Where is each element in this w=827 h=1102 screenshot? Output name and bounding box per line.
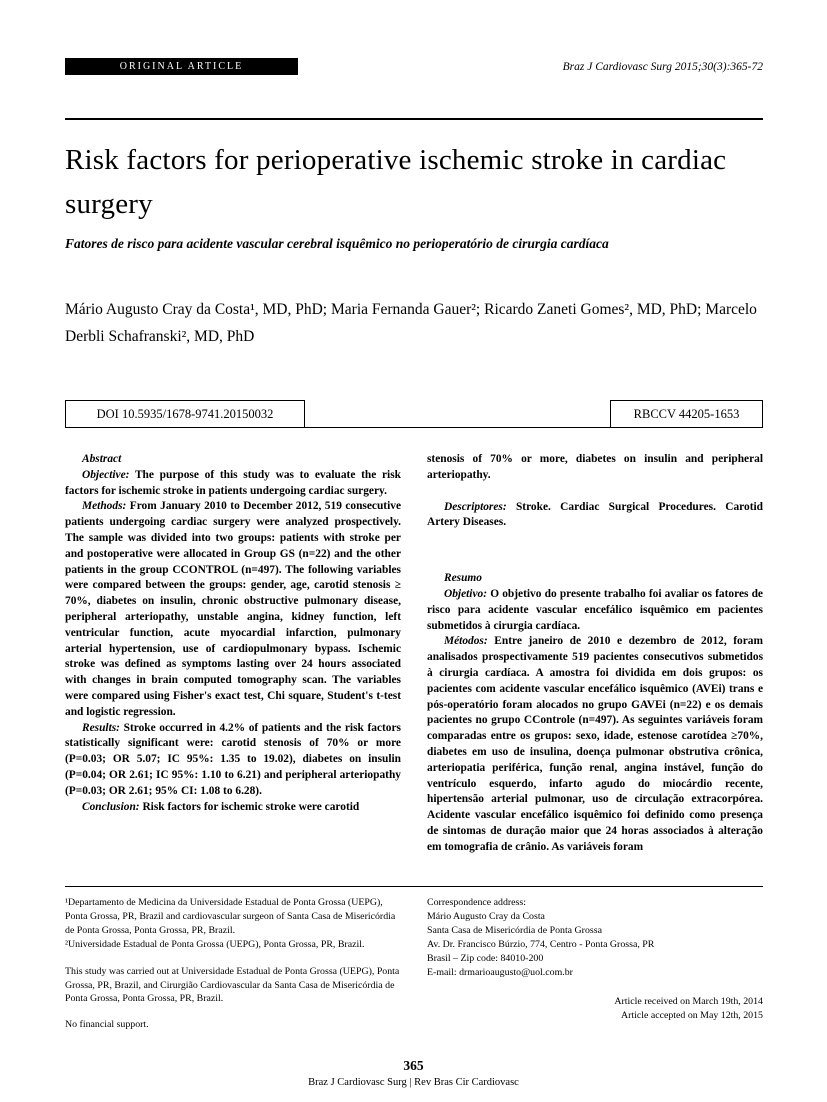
journal-citation: Braz J Cardiovasc Surg 2015;30(3):365-72 <box>562 60 763 73</box>
paragraph-text: O objetivo do presente trabalho foi avaliar os fatores de risco para acidente vascular encefálico isquêmico em pacientes submetidos à cirurgia cardíaca. <box>427 587 763 632</box>
affiliation-note-2: ²Universidade Estadual de Ponta Grossa (UEPG), Ponta Grossa, PR, Brazil. <box>65 938 365 950</box>
descriptors-text: Stroke. Cardiac Surgical Procedures. Carotid Artery Diseases. <box>427 500 763 529</box>
correspondence-zip: Brasil – Zip code: 84010-200 <box>427 952 544 964</box>
paragraph-lead: Métodos: <box>444 635 488 648</box>
page-footer <box>0 1058 827 1088</box>
abstract-heading: Abstract <box>82 453 122 465</box>
paragraph-text: Stroke occurred in 4.2% of patients and the risk factors statistically significant were: carotid stenosis of 70% or more (P=0.03; OR 5.07; IC 95%: 1.35 to 19.02), diabetes on insulin (P=0.04; OR 2.61; IC 95%: 1.10 to 6.21) and peripheral arteriopathy (P=0.03; OR 2.61; 95% CI: 1.08 to 6.28). <box>65 721 401 797</box>
identifier-row <box>65 400 763 428</box>
funding-note: No financial support. <box>65 1019 149 1031</box>
affiliation-note-1: ¹Departamento de Medicina da Universidade Estadual de Ponta Grossa (UEPG), Ponta Grossa, PR, Brazil and cardiovascular surgeon of Santa Casa de Misericórdia de Ponta Grossa, Ponta Grossa, PR, Brazil. <box>65 897 396 936</box>
page-header <box>65 58 763 75</box>
paragraph-text: From January 2010 to December 2012, 519 consecutive patients undergoing cardiac surgery were analyzed prospectively. The sample was divided into two groups: patients with stroke per and postoperative were allocated in Group GS (n=22) and the other patients in the group CCONTROL (n=497). The following variables were compared between the groups: gender, age, carotid stenosis ≥ 70%, diabetes on insulin, chronic obstructive pulmonary disease, peripheral arteriopathy, unstable angina, kidney function, left ventricular function, acute myocardial infarction, pulmonary arterial hypertension, use of cardiopulmonary bypass. Ischemic stroke was defined as symptoms lasting over 24 hours associated with changes in brain computed tomography scan. The variables were compared using Fisher's exact test, Chi square, Student's t-test and logistic regression. <box>65 500 401 718</box>
article-accepted-date: Article accepted on May 12th, 2015 <box>620 1010 763 1022</box>
page-number: 365 <box>403 1058 424 1073</box>
paragraph-text: Risk factors for ischemic stroke were carotid <box>139 800 360 813</box>
resumo-objetivo <box>427 587 763 634</box>
abstract-conclusion <box>65 800 401 816</box>
correspondence-email: E-mail: drmarioaugusto@uol.com.br <box>427 966 573 978</box>
article-type-label: ORIGINAL ARTICLE <box>119 61 244 72</box>
resumo-metodos <box>427 634 763 855</box>
article-dates <box>427 995 763 1023</box>
article-title: Risk factors for perioperative ischemic stroke in cardiac surgery <box>65 144 727 220</box>
paragraph-text: Entre janeiro de 2010 e dezembro de 2012, foram analisados prospectivamente 519 pacientes consecutivos submetidos à cirurgia cardíaca. A amostra foi dividida em dois grupos: os pacientes com acidente vascular encefálico isquêmico (AVEi) trans e pós-operatório foram alocados no grupo GAVEi (n=22) e os demais pacientes no grupo CControle (n=497). As seguintes variáveis foram comparadas entre os grupos: sexo, idade, estenose carotídea ≥70%, diabetes em uso de insulina, doença pulmonar obstrutiva crônica, arteriopatia periférica, função renal, angina instável, função do ventrículo esquerdo, infarto agudo do miocárdio recente, hipertensão arterial pulmonar, uso de circulação extracorpórea. Acidente vascular encefálico isquêmico foi definido como presença de sintomas de duração maior que 24 horas associados à alteração em tomografia de crânio. As variáveis foram <box>427 635 763 853</box>
correspondence-label: Correspondence address: <box>427 897 526 908</box>
correspondence-block <box>427 896 763 1032</box>
journal-footer-line: Braz J Cardiovasc Surg | Rev Bras Cir Cardiovasc <box>308 1077 519 1088</box>
paragraph-lead: Methods: <box>82 500 127 513</box>
header-divider <box>65 118 763 120</box>
footnotes-divider <box>65 886 763 887</box>
abstract-section-pt <box>427 452 763 868</box>
resumo-heading: Resumo <box>444 572 482 585</box>
affiliations-block <box>65 896 401 1032</box>
correspondence-name: Mário Augusto Cray da Costa <box>427 910 545 922</box>
abstract-conclusion-continued: stenosis of 70% or more, diabetes on insulin and peripheral arteriopathy. <box>427 453 763 481</box>
footnotes <box>65 896 763 1032</box>
paragraph-lead: Objective: <box>82 468 130 481</box>
doi-box <box>65 400 305 428</box>
article-subtitle-pt: Fatores de risco para acidente vascular cerebral isquêmico no perioperatório de cirurgia cardíaca <box>65 236 609 251</box>
abstract-methods <box>65 499 401 720</box>
paragraph-lead: Results: <box>82 721 120 734</box>
abstract-columns <box>65 452 763 868</box>
doi-text: DOI 10.5935/1678-9741.20150032 <box>96 406 274 421</box>
paragraph-lead: Conclusion: <box>82 800 140 813</box>
article-received-date: Article received on March 19th, 2014 <box>614 996 763 1008</box>
authors-line: Mário Augusto Cray da Costa¹, MD, PhD; Maria Fernanda Gauer²; Ricardo Zaneti Gomes², MD, PhD; Marcelo Derbli Schafranski², MD, PhD <box>65 301 757 345</box>
abstract-results <box>65 721 401 800</box>
abstract-objective <box>65 468 401 500</box>
descriptors-lead: Descriptores: <box>444 500 507 513</box>
descriptors-line <box>427 500 763 532</box>
abstract-section-en <box>65 452 401 868</box>
correspondence-street: Av. Dr. Francisco Búrzio, 774, Centro - Ponta Grossa, PR <box>427 938 655 950</box>
rbccv-box <box>610 400 763 428</box>
rbccv-text: RBCCV 44205-1653 <box>633 406 740 421</box>
correspondence-institution: Santa Casa de Misericórdia de Ponta Grossa <box>427 924 602 936</box>
paragraph-lead: Objetivo: <box>444 587 488 600</box>
study-location-note: This study was carried out at Universidade Estadual de Ponta Grossa (UEPG), Ponta Grossa, PR, Brazil, and Cirurgião Cardiovascular da Santa Casa de Misericórdia de Ponta Grossa, Ponta Grossa, PR, Brazil. <box>65 965 400 1005</box>
article-type-badge <box>65 58 298 75</box>
paragraph-text: The purpose of this study was to evaluate the risk factors for ischemic stroke in patients undergoing cardiac surgery. <box>65 468 401 497</box>
